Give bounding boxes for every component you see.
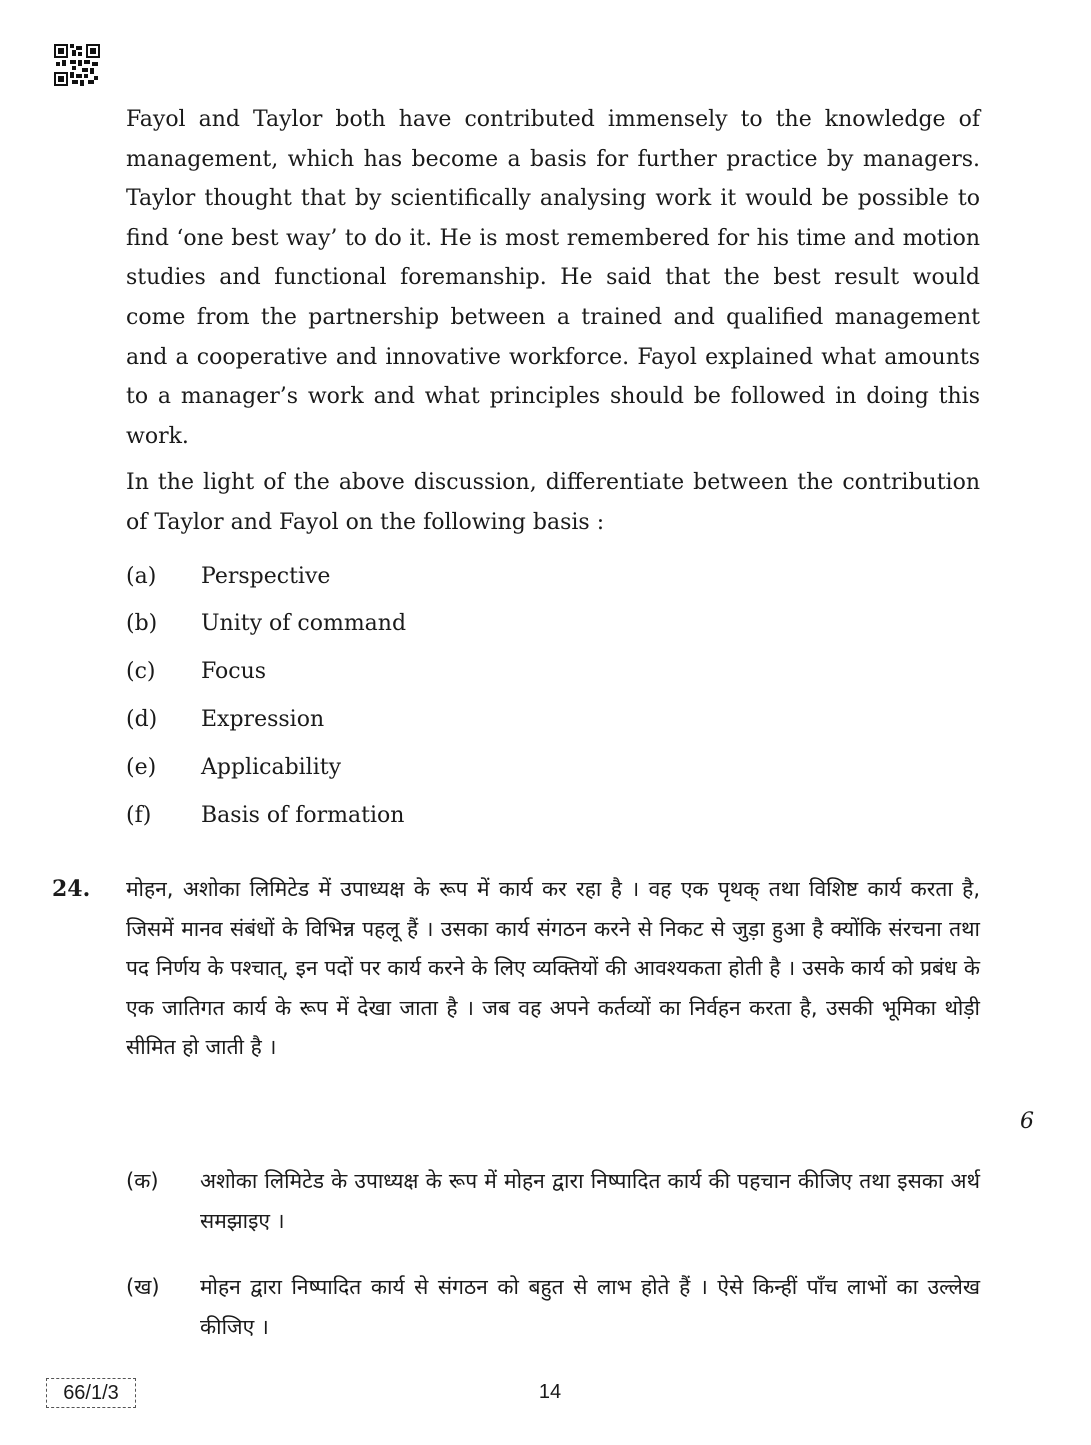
paper-code: 66/1/3 — [46, 1378, 136, 1408]
subpart-text: मोहन द्वारा निष्पादित कार्य से संगठन को बहुत से लाभ होते हैं । ऐसे किन्हीं पाँच लाभों का उल्लेख कीजिए । — [200, 1275, 980, 1339]
list-item — [126, 696, 980, 744]
subpart-text: अशोका लिमिटेड के उपाध्यक्ष के रूप में मोहन द्वारा निष्पादित कार्य की पहचान कीजिए तथा इसका अर्थ समझाइए । — [200, 1169, 980, 1233]
passage-paragraph: Fayol and Taylor both have contributed immensely to the knowledge of management, which has become a basis for further practice by managers. Taylor thought that by scientifically analysing work it would be possible to find ‘one best way’ to do it. He is most remembered for his time and motion studies and functional foremanship. He said that the best result would come from the partnership between a trained and qualified management and a cooperative and innovative workforce. Fayol explained what amounts to a manager’s work and what principles should be followed in doing this work. — [126, 107, 980, 449]
list-item — [126, 648, 980, 696]
option-label: (b) — [126, 611, 158, 637]
option-list — [126, 553, 980, 840]
option-text: Focus — [201, 659, 267, 685]
question-number: 24. — [52, 876, 91, 902]
subpart-label: (क) — [126, 1169, 159, 1193]
option-label: (e) — [126, 754, 157, 780]
passage — [126, 100, 980, 839]
page-number: 14 — [538, 1381, 562, 1403]
option-text: Basis of formation — [201, 802, 405, 828]
option-text: Perspective — [201, 563, 331, 589]
option-label: (f) — [126, 802, 152, 828]
option-label: (c) — [126, 659, 156, 685]
option-label: (d) — [126, 706, 158, 732]
question-24 — [126, 870, 980, 1068]
marks: 6 — [1020, 1109, 1034, 1134]
option-text: Unity of command — [201, 611, 407, 637]
qr-code-icon — [54, 44, 100, 86]
list-item — [126, 600, 980, 648]
option-text: Expression — [201, 706, 325, 732]
option-text: Applicability — [201, 754, 342, 780]
list-item — [126, 792, 980, 840]
subpart-ka — [126, 1162, 980, 1241]
question-text: मोहन, अशोका लिमिटेड में उपाध्यक्ष के रूप में कार्य कर रहा है । वह एक पृथक् तथा विशिष्ट कार्य करता है, जिसमें मानव संबंधों के विभिन्न पहलू हैं । उसका कार्य संगठन करने से निकट से जुड़ा हुआ है क्योंकि संरचना तथा पद निर्णय के पश्चात्, इन पदों पर कार्य करने के लिए व्यक्तियों की आवश्यकता होती है । उसके कार्य को प्रबंध के एक जातिगत कार्य के रूप में देखा जाता है । जब वह अपने कर्तव्यों का निर्वहन करता है, उसकी भूमिका थोड़ी सीमित हो जाती है । — [126, 877, 980, 1059]
question-instruction: In the light of the above discussion, differentiate between the contribution of Taylor and Fayol on the following basis : — [126, 470, 980, 535]
option-label: (a) — [126, 563, 157, 589]
list-item — [126, 553, 980, 601]
list-item — [126, 744, 980, 792]
subpart-kha — [126, 1268, 980, 1347]
subpart-label: (ख) — [126, 1275, 160, 1299]
